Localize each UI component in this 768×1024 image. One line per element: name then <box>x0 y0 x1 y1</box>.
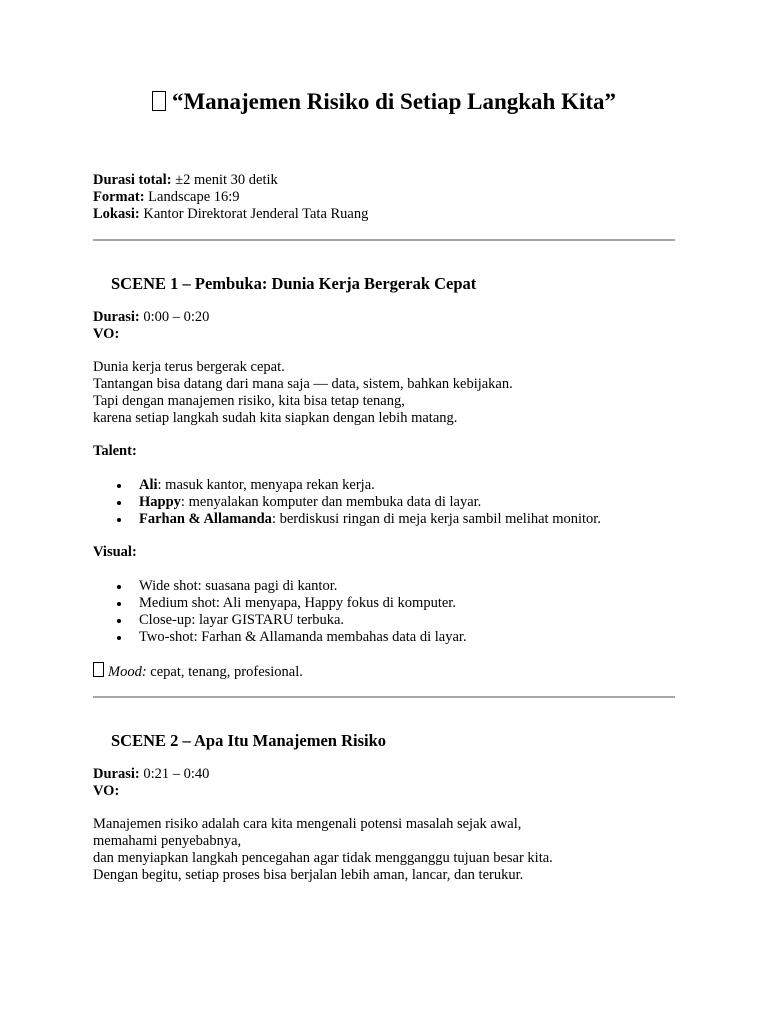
talent-name: Happy <box>139 494 181 510</box>
meta-value: Kantor Direktorat Jenderal Tata Ruang <box>139 206 369 222</box>
talent-desc: : berdiskusi ringan di meja kerja sambil melihat monitor. <box>271 511 601 527</box>
list-item <box>93 494 678 511</box>
document-title <box>0 88 768 116</box>
meta-lokasi <box>93 206 678 223</box>
scene-2-heading: SCENE 2 – Apa Itu Manajemen Risiko <box>111 731 387 750</box>
meta-format <box>93 189 678 206</box>
missing-glyph-icon <box>152 91 166 111</box>
talent-name: Ali <box>139 477 158 493</box>
vo-label: VO: <box>93 783 120 799</box>
vo-line: dan menyiapkan langkah pencegahan agar tidak mengganggu tujuan besar kita. <box>93 850 553 866</box>
list-item <box>93 477 678 494</box>
vo-line: Tantangan bisa datang dari mana saja — data, sistem, bahkan kebijakan. <box>93 376 513 392</box>
visual-label: Visual: <box>93 544 137 560</box>
meta-label: Format: <box>93 189 145 205</box>
durasi-value: 0:21 – 0:40 <box>139 766 210 782</box>
durasi-label: Durasi: <box>93 766 140 782</box>
list-item <box>93 511 678 528</box>
list-item: Wide shot: suasana pagi di kantor. <box>93 578 678 595</box>
scene-2-vo-text <box>93 816 678 884</box>
mood-line <box>93 662 678 681</box>
meta-value: ±2 menit 30 detik <box>171 172 278 188</box>
vo-line: Dunia kerja terus bergerak cepat. <box>93 359 285 375</box>
document-title-text: “Manajemen Risiko di Setiap Langkah Kita” <box>171 89 617 114</box>
meta-label: Lokasi: <box>93 206 140 222</box>
scene-1-durasi <box>93 309 678 343</box>
vo-line: Tapi dengan manajemen risiko, kita bisa tetap tenang, <box>93 393 405 409</box>
talent-desc: : masuk kantor, menyapa rekan kerja. <box>157 477 375 493</box>
vo-label: VO: <box>93 326 120 342</box>
vo-line: Manajemen risiko adalah cara kita mengenali potensi masalah sejak awal, <box>93 816 522 832</box>
talent-label: Talent: <box>93 443 137 459</box>
list-item: Close-up: layar GISTARU terbuka. <box>93 612 678 629</box>
visual-list <box>93 578 678 646</box>
meta-label: Durasi total: <box>93 172 172 188</box>
talent-list <box>93 477 678 528</box>
talent-desc: : menyalakan komputer dan membuka data di layar. <box>180 494 482 510</box>
divider <box>93 239 675 241</box>
divider <box>93 696 675 698</box>
durasi-line <box>93 766 678 783</box>
meta-durasi-total <box>93 172 678 189</box>
mood-text <box>93 662 678 681</box>
scene-1-heading: SCENE 1 – Pembuka: Dunia Kerja Bergerak Cepat <box>111 274 477 293</box>
document-meta <box>93 172 678 223</box>
durasi-value: 0:00 – 0:20 <box>139 309 210 325</box>
missing-glyph-icon <box>93 662 104 677</box>
scene-2-durasi <box>93 766 678 800</box>
vo-line: Dengan begitu, setiap proses bisa berjalan lebih aman, lancar, dan terukur. <box>93 867 524 883</box>
mood-label: Mood: <box>108 664 147 680</box>
durasi-line <box>93 309 678 326</box>
durasi-label: Durasi: <box>93 309 140 325</box>
meta-value: Landscape 16:9 <box>144 189 240 205</box>
list-item: Medium shot: Ali menyapa, Happy fokus di komputer. <box>93 595 678 612</box>
vo-line: karena setiap langkah sudah kita siapkan dengan lebih matang. <box>93 410 458 426</box>
mood-value: cepat, tenang, profesional. <box>146 664 303 680</box>
talent-name: Farhan & Allamanda <box>139 511 272 527</box>
scene-1-vo-text <box>93 359 678 427</box>
vo-line: memahami penyebabnya, <box>93 833 242 849</box>
list-item: Two-shot: Farhan & Allamanda membahas data di layar. <box>93 629 678 646</box>
